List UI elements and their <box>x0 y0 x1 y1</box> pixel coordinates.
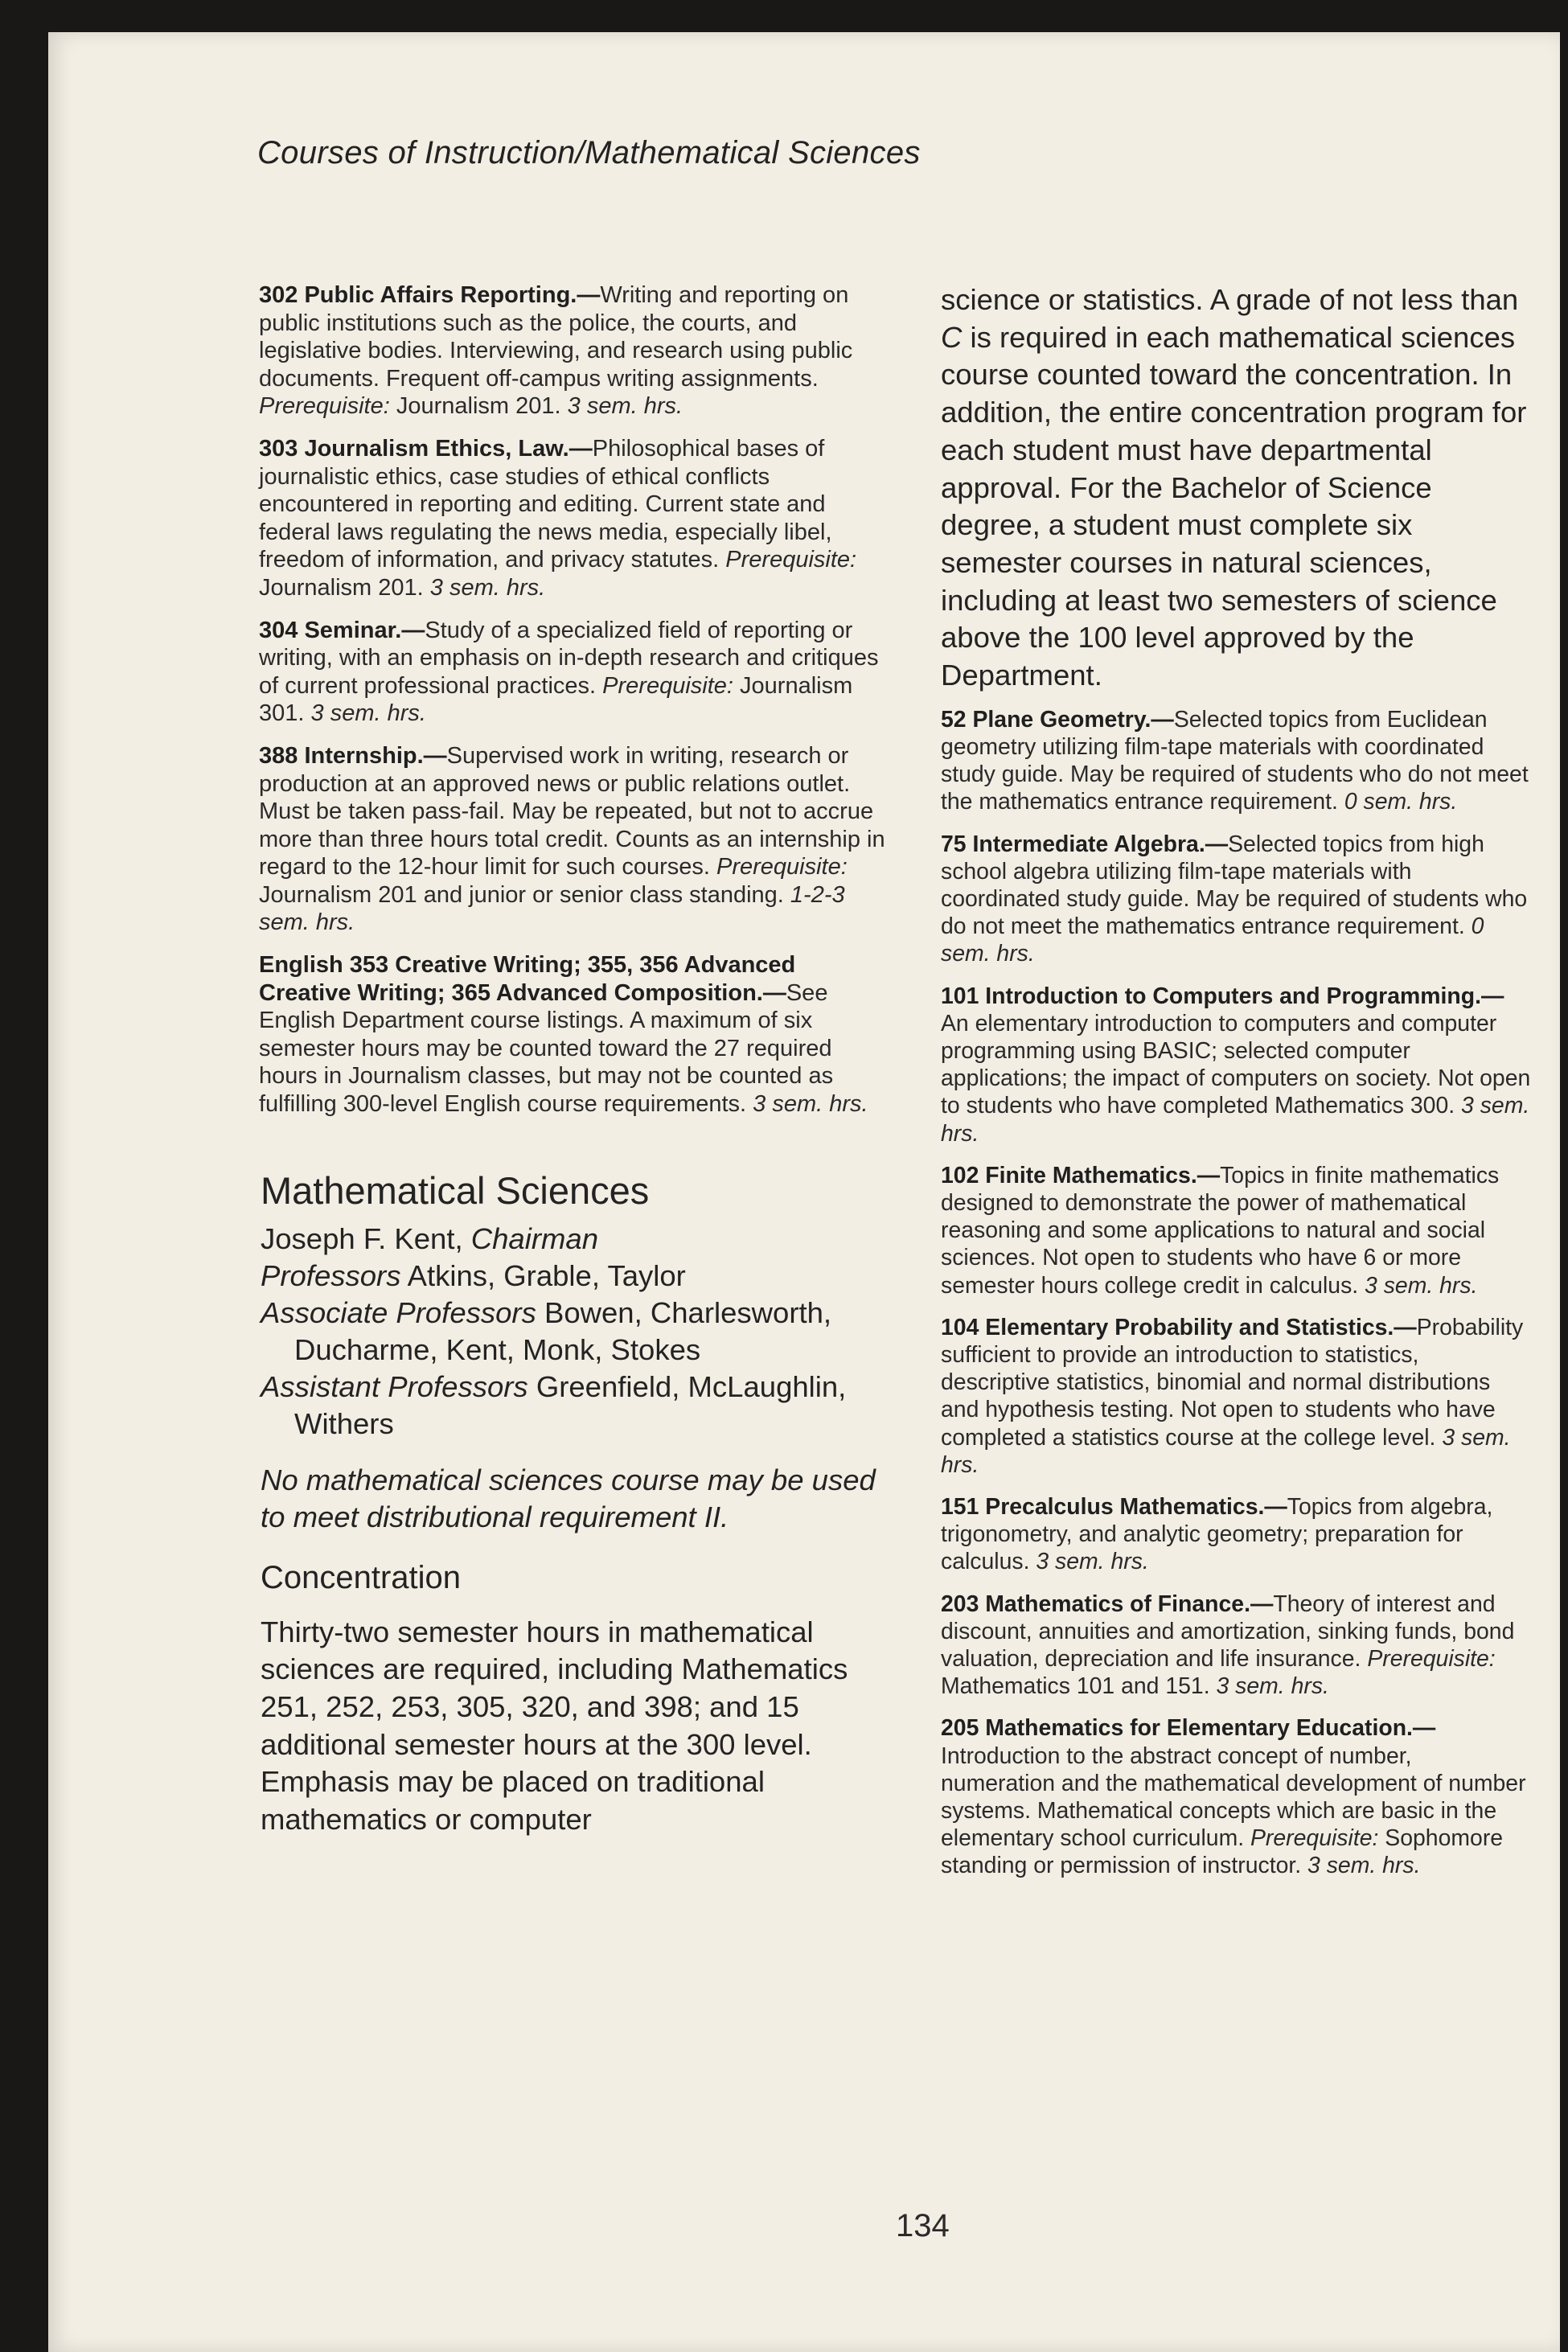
course-entry <box>941 831 1532 968</box>
course-title: 205 Mathematics for Elementary Education.— <box>941 1715 1436 1742</box>
course-title: 151 Precalculus Mathematics.— <box>941 1494 1287 1521</box>
credit-hours: 3 sem. hrs. <box>1365 1272 1478 1299</box>
credit-hours: 0 sem. hrs. <box>1344 789 1458 815</box>
course-description: An elementary introduction to computers and computer programming using BASIC; selected computer applications; the impact of computers on society. Not open to students who have completed Mathematics 300. <box>941 1010 1531 1119</box>
intro-text-b: is required in each mathematical sciences course counted toward the concentration. In addition, the entire concentration program for each student must have departmental approval. For the Bachelor of Science degree, a student must complete six semester courses in natural sciences, including at least two semesters of science above the 100 level approved by the Department. <box>941 320 1527 692</box>
prerequisite: Journalism 201 and junior or senior class standing. <box>259 881 784 908</box>
course-title: 52 Plane Geometry.— <box>941 706 1174 733</box>
prerequisite: Sophomore standing or permission of instructor. <box>941 1825 1504 1879</box>
right-column <box>941 281 1532 1894</box>
course-description: Topics from algebra, trigonometry, and analytic geometry; preparation for calculus. <box>941 1494 1493 1575</box>
course-entry <box>941 983 1532 1147</box>
credit-hours: 0 sem. hrs. <box>941 913 1484 967</box>
faculty-assistant-professors <box>261 1369 886 1443</box>
prerequisite-label: Prerequisite: <box>716 854 848 880</box>
course-description: Supervised work in writing, research or production at an approved news or public relations outlet. Must be taken pass-fail. May be repeated, but not to accrue more than three hours total credit. Counts as an internship in regard to the 12-hour limit for such courses. <box>259 742 885 880</box>
chair-name: Joseph F. Kent, <box>261 1221 463 1255</box>
professors-role: Professors <box>261 1258 401 1292</box>
credit-hours: 3 sem. hrs. <box>941 1093 1530 1147</box>
chair-role: Chairman <box>470 1221 598 1255</box>
course-title: 104 Elementary Probability and Statistics.— <box>941 1314 1417 1340</box>
course-description: Introduction to the abstract concept of number, numeration and the mathematical development of number systems. Mathematical concepts which are basic in the elementary school curriculum. <box>941 1742 1526 1852</box>
faculty-associate-professors <box>261 1295 886 1369</box>
course-entry <box>941 1591 1532 1701</box>
course-description: Theory of interest and discount, annuities and amortization, sinking funds, bond valuation, depreciation and life insurance. <box>941 1591 1515 1673</box>
course-description: Topics in finite mathematics designed to demonstrate the power of mathematical reasoning and some applications to natural and social sciences. Not open to students who have 6 or more semester hours college credit in calculus. <box>941 1162 1500 1299</box>
credit-hours: 3 sem. hrs. <box>429 574 546 601</box>
course-entry <box>941 1162 1532 1299</box>
credit-hours: 3 sem. hrs. <box>1216 1673 1329 1700</box>
course-entry <box>259 281 886 421</box>
running-header: Courses of Instruction/Mathematical Sciences <box>257 135 921 170</box>
prerequisite: Journalism 201. <box>259 574 424 601</box>
course-entry <box>259 435 886 602</box>
course-description: Philosophical bases of journalistic ethics, case studies of ethical conflicts encountered in reporting and editing. Current state and federal laws regulating the news media, especially libel, freedom of information, and privacy statutes. <box>259 435 832 573</box>
intro-text-a: science or statistics. A grade of not less than <box>941 283 1519 316</box>
course-title: 203 Mathematics of Finance.— <box>941 1591 1274 1617</box>
course-entry <box>941 1714 1532 1879</box>
course-title: 303 Journalism Ethics, Law.— <box>259 435 593 462</box>
professors-names: Atkins, Grable, Taylor <box>407 1258 686 1292</box>
prerequisite-label: Prerequisite: <box>725 547 857 573</box>
credit-hours: 3 sem. hrs. <box>1307 1853 1421 1879</box>
course-description: Writing and reporting on public institutions such as the police, the courts, and legislative bodies. Interviewing, and research using public documents. Frequent off-campus writing assignments. <box>259 282 853 392</box>
assistant-names: Greenfield, McLaughlin, Withers <box>294 1369 847 1440</box>
course-entry <box>259 617 886 728</box>
course-entry <box>941 1493 1532 1576</box>
course-title: English 353 Creative Writing; 355, 356 Advanced Creative Writing; 365 Advanced Composition.— <box>259 952 796 1006</box>
credit-hours: 3 sem. hrs. <box>941 1424 1511 1478</box>
credit-hours: 3 sem. hrs. <box>310 700 426 727</box>
grade-letter: C <box>941 320 963 354</box>
prerequisite-label: Prerequisite: <box>1367 1646 1496 1673</box>
concentration-continued <box>941 281 1532 695</box>
associate-role: Associate Professors <box>261 1295 536 1329</box>
prerequisite: Journalism 201. <box>396 393 561 420</box>
course-title: 304 Seminar.— <box>259 617 425 643</box>
course-title: 388 Internship.— <box>259 742 447 769</box>
faculty-chair <box>261 1221 886 1258</box>
course-title: 75 Intermediate Algebra.— <box>941 831 1229 857</box>
concentration-text: Thirty-two semester hours in mathematical sciences are required, including Mathematics 251, 252, 253, 305, 320, and 398; and 15 additional semester hours at the 300 level. Emphasis may be placed on traditional mathematics or computer <box>261 1615 848 1837</box>
course-entry <box>941 706 1532 816</box>
credit-hours: 3 sem. hrs. <box>1036 1549 1149 1575</box>
course-entry <box>259 951 886 1119</box>
credit-hours: 1-2-3 sem. hrs. <box>259 881 845 936</box>
credit-hours: 3 sem. hrs. <box>753 1091 868 1118</box>
course-title: 302 Public Affairs Reporting.— <box>259 282 601 308</box>
course-description: See English Department course listings. A maximum of six semester hours may be counted toward the 27 required hours in Journalism classes, but may not be counted as fulfilling 300-level English course requirements. <box>259 979 834 1118</box>
credit-hours: 3 sem. hrs. <box>567 393 683 420</box>
prerequisite-label: Prerequisite: <box>1250 1825 1379 1852</box>
course-title: 101 Introduction to Computers and Programming.— <box>941 983 1504 1009</box>
left-column <box>259 281 886 1839</box>
course-title: 102 Finite Mathematics.— <box>941 1162 1221 1188</box>
prerequisite: Journalism 301. <box>259 672 853 727</box>
course-description: Study of a specialized field of reporting or writing, with an emphasis on in-depth research and critiques of current professional practices. <box>259 617 879 699</box>
faculty-list <box>261 1221 886 1443</box>
course-entry <box>259 742 886 937</box>
distribution-note: No mathematical sciences course may be used to meet distributional requirement II. <box>261 1463 876 1533</box>
assistant-role: Assistant Professors <box>261 1369 528 1403</box>
course-description: Selected topics from Euclidean geometry utilizing film-tape materials with coordinated study guide. May be required of students who do not meet the mathematics entrance requirement. <box>941 706 1529 815</box>
concentration-title: Concentration <box>261 1559 462 1595</box>
faculty-professors <box>261 1258 886 1295</box>
prerequisite-label: Prerequisite: <box>602 672 733 699</box>
course-entry <box>941 1314 1532 1479</box>
prerequisite: Mathematics 101 and 151. <box>941 1673 1210 1700</box>
page-number: 134 <box>896 2208 950 2243</box>
prerequisite-label: Prerequisite: <box>259 393 390 420</box>
associate-names: Bowen, Charlesworth, Ducharme, Kent, Monk, Stokes <box>294 1295 832 1366</box>
course-description: Probability sufficient to provide an introduction to statistics, descriptive statistics, binomial and normal distributions and hypothesis testing. Not open to students who have completed a statistics course at the college level. <box>941 1314 1524 1451</box>
course-description: Selected topics from high school algebra utilizing film-tape materials with coordinated study guide. May be required of students who do not meet the mathematics entrance requirement. <box>941 831 1528 940</box>
section-title: Mathematical Sciences <box>261 1168 650 1212</box>
